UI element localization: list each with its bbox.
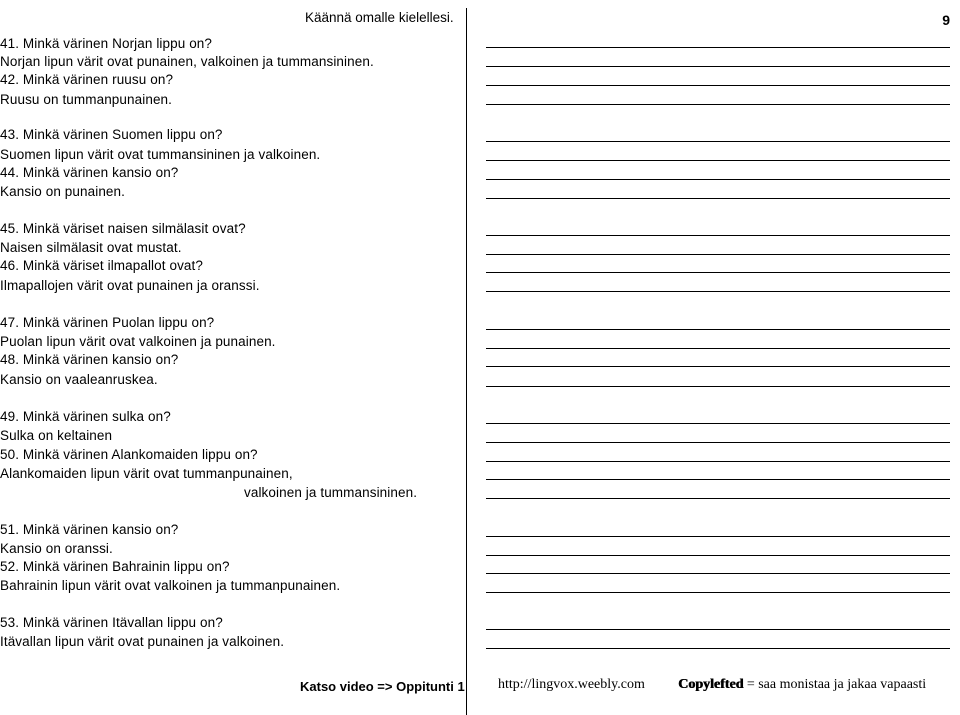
website-link[interactable]: http://lingvox.weebly.com	[498, 677, 645, 692]
question-51: 51. Minkä värinen kansio on?	[0, 522, 179, 537]
writing-line	[486, 198, 950, 199]
writing-line	[486, 254, 950, 255]
writing-line	[486, 47, 950, 48]
answer-53: Itävallan lipun värit ovat punainen ja valkoinen.	[0, 634, 285, 649]
question-46: 46. Minkä väriset ilmapallot ovat?	[0, 258, 203, 273]
writing-line	[486, 423, 950, 424]
question-43: 43. Minkä värinen Suomen lippu on?	[0, 127, 223, 142]
answer-47: Puolan lipun värit ovat valkoinen ja punainen.	[0, 334, 276, 349]
question-42: 42. Minkä värinen ruusu on?	[0, 72, 174, 87]
answer-51: Kansio on oranssi.	[0, 541, 113, 556]
writing-line	[486, 479, 950, 480]
question-48: 48. Minkä värinen kansio on?	[0, 352, 179, 367]
writing-line	[486, 348, 950, 349]
writing-line	[486, 329, 950, 330]
column-divider	[466, 8, 467, 715]
answer-48: Kansio on vaaleanruskea.	[0, 372, 158, 387]
writing-line	[486, 461, 950, 462]
writing-line	[486, 536, 950, 537]
writing-line	[486, 291, 950, 292]
writing-line	[486, 573, 950, 574]
writing-line	[486, 179, 950, 180]
answer-52: Bahrainin lipun värit ovat valkoinen ja tummanpunainen.	[0, 578, 341, 593]
answer-50-continued: valkoinen ja tummansininen.	[244, 485, 418, 500]
instruction-note: Käännä omalle kielellesi.	[305, 10, 454, 25]
answer-49: Sulka on keltainen	[0, 428, 113, 443]
question-41: 41. Minkä värinen Norjan lippu on?	[0, 36, 213, 51]
writing-line	[486, 160, 950, 161]
question-49: 49. Minkä värinen sulka on?	[0, 409, 171, 424]
writing-line	[486, 648, 950, 649]
copyleft-notice	[678, 677, 926, 693]
page-number: 9	[942, 12, 950, 28]
writing-line	[486, 386, 950, 387]
answer-50: Alankomaiden lipun värit ovat tummanpunainen,	[0, 466, 293, 481]
answer-41: Norjan lipun värit ovat punainen, valkoinen ja tummansininen.	[0, 54, 374, 69]
answer-43: Suomen lipun värit ovat tummansininen ja valkoinen.	[0, 147, 321, 162]
writing-line	[486, 66, 950, 67]
writing-line	[486, 235, 950, 236]
question-45: 45. Minkä väriset naisen silmälasit ovat?	[0, 221, 246, 236]
writing-line	[486, 555, 950, 556]
writing-line	[486, 104, 950, 105]
copyleft-word: Copylefted	[678, 677, 744, 692]
video-link[interactable]: Katso video => Oppitunti 1	[300, 679, 465, 694]
writing-line	[486, 141, 950, 142]
writing-line	[486, 629, 950, 630]
question-53: 53. Minkä värinen Itävallan lippu on?	[0, 615, 223, 630]
writing-line	[486, 592, 950, 593]
answer-42: Ruusu on tummanpunainen.	[0, 92, 173, 107]
question-50: 50. Minkä värinen Alankomaiden lippu on?	[0, 447, 258, 462]
copyleft-text: = saa monistaa ja jakaa vapaasti	[743, 677, 927, 692]
writing-line	[486, 498, 950, 499]
writing-line	[486, 442, 950, 443]
writing-line	[486, 272, 950, 273]
answer-45: Naisen silmälasit ovat mustat.	[0, 240, 182, 255]
answer-44: Kansio on punainen.	[0, 184, 126, 199]
answer-46: Ilmapallojen värit ovat punainen ja oranssi.	[0, 278, 260, 293]
writing-line	[486, 366, 950, 367]
question-52: 52. Minkä värinen Bahrainin lippu on?	[0, 559, 230, 574]
question-44: 44. Minkä värinen kansio on?	[0, 165, 179, 180]
writing-line	[486, 85, 950, 86]
question-47: 47. Minkä värinen Puolan lippu on?	[0, 315, 215, 330]
